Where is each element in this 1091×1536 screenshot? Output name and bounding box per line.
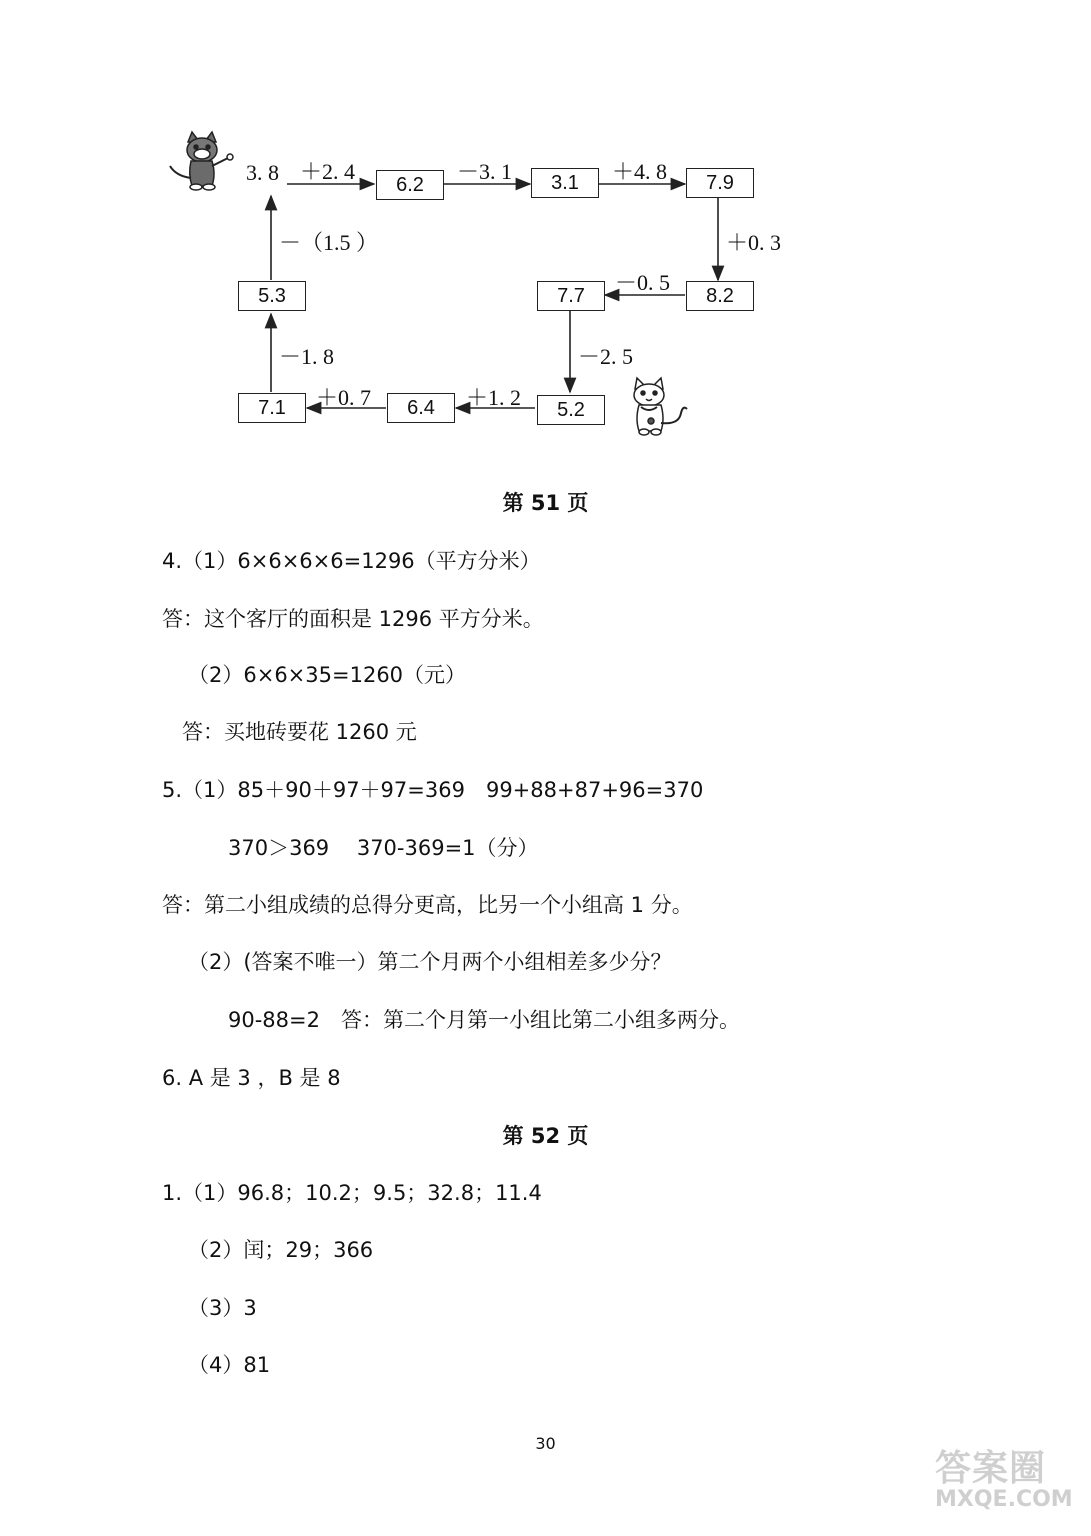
answer-4-1-equation: 4.（1）6×6×6×6=1296（平方分米） — [162, 549, 541, 573]
box-7-9: 7.9 — [686, 168, 754, 198]
box-7-1: 7.1 — [238, 393, 306, 423]
op-plus-0-7: ＋0. 7 — [316, 385, 372, 410]
box-8-2: 8.2 — [686, 281, 754, 311]
op-plus-0-3: ＋0. 3 — [726, 230, 782, 255]
start-value: 3. 8 — [246, 160, 279, 185]
watermark-bottom: MXQE.COM — [935, 1487, 1073, 1512]
watermark-logo — [935, 1440, 1085, 1532]
watermark-top: 答案圈 — [935, 1448, 1047, 1489]
op-plus-2-4: ＋2. 4 — [300, 159, 356, 184]
box-7-7: 7.7 — [537, 281, 605, 311]
arrow-lines — [0, 0, 1091, 460]
answer-6: 6. A 是 3 ，B 是 8 — [162, 1066, 341, 1090]
answer-5-2-solution: 90-88=2 答：第二个月第一小组比第二小组多两分。 — [228, 1008, 740, 1032]
op-plus-4-8: ＋4. 8 — [612, 159, 668, 184]
box-6-4: 6.4 — [387, 393, 455, 423]
op-minus-2-5: －2. 5 — [578, 344, 634, 369]
answer-4-2-equation: （2）6×6×35=1260（元） — [188, 663, 467, 687]
answer-1-3: （3）3 — [188, 1296, 257, 1320]
op-minus-1-5: －（1.5 ） — [279, 230, 379, 255]
answer-1-4: （4）81 — [188, 1353, 271, 1377]
box-5-2: 5.2 — [537, 395, 605, 425]
answer-4-1-statement: 答：这个客厅的面积是 1296 平方分米。 — [162, 607, 544, 631]
box-6-2: 6.2 — [376, 170, 444, 200]
page-number: 30 — [535, 1434, 556, 1453]
heading-page-51: 第 51 页 — [502, 491, 589, 515]
answer-1-2: （2）闰；29；366 — [188, 1238, 374, 1262]
op-plus-1-2: ＋1. 2 — [466, 385, 522, 410]
cat-right-icon — [627, 375, 691, 437]
op-minus-1-8: －1. 8 — [279, 344, 335, 369]
answer-5-1-statement: 答：第二小组成绩的总得分更高，比另一个小组高 1 分。 — [162, 893, 693, 917]
answer-4-2-statement: 答：买地砖要花 1260 元 — [182, 720, 417, 744]
heading-page-52: 第 52 页 — [502, 1124, 589, 1148]
answer-1-1: 1.（1）96.8；10.2；9.5；32.8；11.4 — [162, 1181, 542, 1205]
answer-5-1-comparison: 370＞369 370-369=1（分） — [228, 836, 539, 860]
box-5-3: 5.3 — [238, 281, 306, 311]
op-minus-3-1: －3. 1 — [457, 159, 513, 184]
box-3-1: 3.1 — [531, 168, 599, 198]
answer-5-2-question: （2）(答案不唯一）第二个月两个小组相差多少分？ — [188, 950, 672, 974]
arrow-diagram — [0, 0, 1091, 460]
cat-left-icon — [166, 128, 238, 192]
op-minus-0-5: －0. 5 — [615, 270, 671, 295]
answer-5-1-equation: 5.（1）85＋90＋97＋97=369 99+88+87+96=370 — [162, 778, 704, 802]
